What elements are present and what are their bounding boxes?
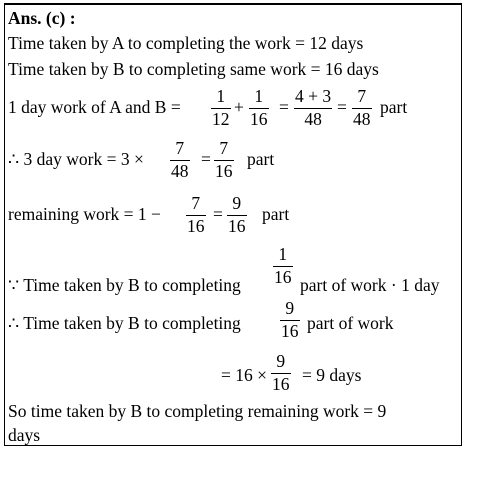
equals-sign: = (337, 97, 347, 117)
denominator: 48 (353, 108, 371, 129)
therefore-time-b-label: ∴ Time taken by B to completing (8, 313, 241, 333)
numerator: 1 (278, 244, 288, 264)
denominator: 16 (250, 108, 268, 129)
part-label: part (262, 204, 290, 224)
fraction-7-16 (186, 195, 206, 235)
numerator: 7 (219, 138, 229, 158)
numerator: 7 (357, 86, 367, 106)
since-time-b-label: ∵ Time taken by B to completing (8, 275, 241, 295)
denominator: 48 (304, 108, 322, 129)
numerator: 7 (175, 138, 185, 158)
numerator: 1 (216, 86, 226, 106)
denominator: 16 (228, 215, 246, 236)
denominator: 16 (272, 373, 290, 394)
fraction-7-16 (214, 140, 234, 180)
part-label: part (247, 149, 275, 169)
remaining-work-label: remaining work = 1 − (8, 204, 161, 224)
numerator: 9 (232, 193, 242, 213)
denominator: 16 (281, 320, 299, 341)
conclusion-line: So time taken by B to completing remaining work = 9 (8, 401, 387, 421)
equals-sign: = (213, 204, 223, 224)
fraction-9-16 (227, 195, 247, 235)
fraction-1-16 (273, 246, 293, 286)
fraction-9-16 (271, 353, 291, 393)
three-day-work-label: ∴ 3 day work = 3 × (8, 149, 144, 169)
plus-sign: + (234, 97, 244, 117)
nine-days-result: = 9 days (302, 365, 362, 385)
sixteen-times-label: = 16 × (221, 365, 267, 385)
fraction-9-16 (280, 300, 300, 340)
denominator: 16 (215, 160, 233, 181)
fraction-1-16 (249, 88, 269, 128)
one-day-work-label: 1 day work of A and B = (8, 97, 181, 117)
equals-sign: = (279, 97, 289, 117)
denominator: 16 (274, 266, 292, 287)
conclusion-days: days (8, 425, 41, 445)
fraction-1-12 (211, 88, 231, 128)
numerator: 7 (191, 193, 201, 213)
part-of-work-label: part of work · 1 day (300, 275, 440, 295)
fraction-4plus3-48 (294, 88, 332, 128)
denominator: 48 (171, 160, 189, 181)
fraction-7-48 (352, 88, 372, 128)
line-time-a: Time taken by A to completing the work = 12 days (8, 33, 364, 53)
line-time-b: Time taken by B to completing same work = 16 days (8, 59, 379, 79)
fraction-7-48 (170, 140, 190, 180)
denominator: 16 (187, 215, 205, 236)
numerator: 9 (276, 351, 286, 371)
denominator: 12 (212, 108, 230, 129)
numerator: 4 + 3 (295, 86, 332, 106)
part-of-work-label: part of work (307, 313, 394, 333)
numerator: 9 (285, 298, 295, 318)
equals-sign: = (201, 149, 211, 169)
numerator: 1 (254, 86, 264, 106)
part-label: part (380, 97, 408, 117)
answer-header: Ans. (c) : (8, 8, 76, 28)
